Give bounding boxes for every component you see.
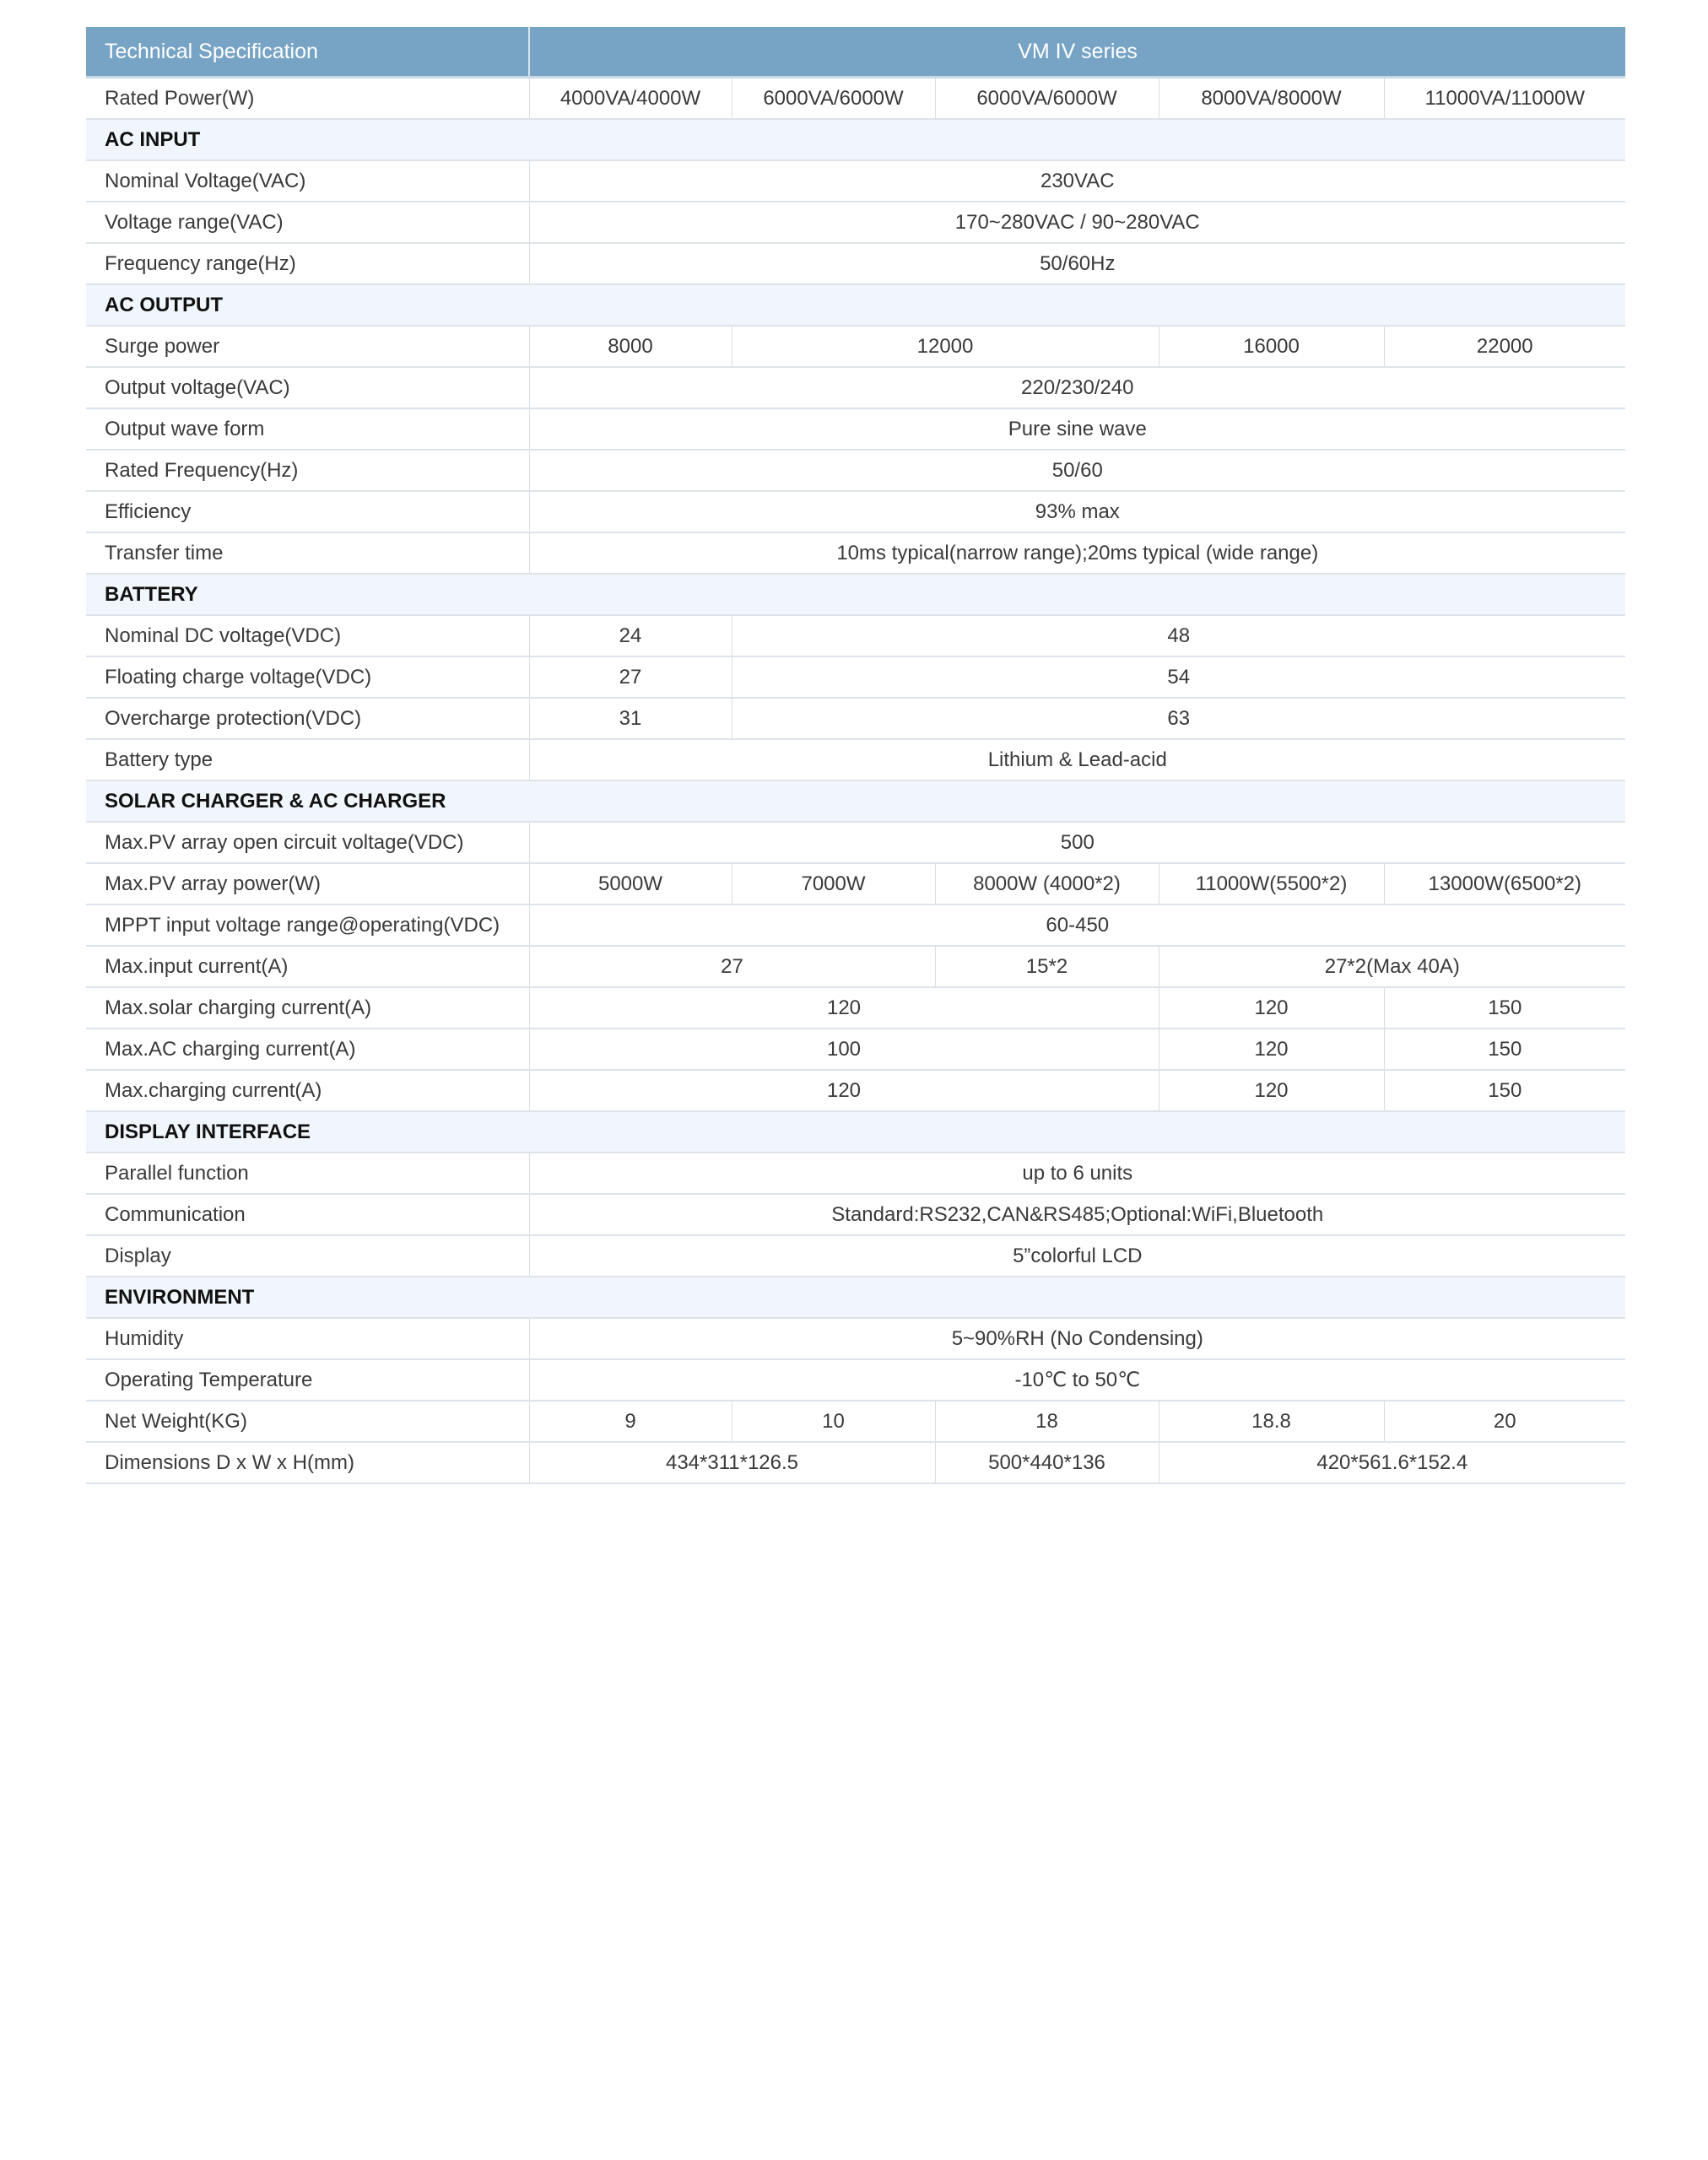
spec-label: Transfer time bbox=[86, 532, 529, 574]
spec-value: 120 bbox=[1159, 1029, 1384, 1070]
spec-row bbox=[86, 1070, 1625, 1111]
spec-value: 120 bbox=[1159, 1070, 1384, 1111]
spec-value: 12000 bbox=[732, 326, 1159, 367]
spec-value: 11000W(5500*2) bbox=[1159, 863, 1384, 904]
spec-value: Pure sine wave bbox=[529, 408, 1625, 450]
spec-label: Efficiency bbox=[86, 491, 529, 532]
spec-value: 150 bbox=[1384, 987, 1625, 1029]
spec-label: Battery type bbox=[86, 739, 529, 780]
spec-value: 10ms typical(narrow range);20ms typical (wide range) bbox=[529, 532, 1625, 574]
spec-value: Standard:RS232,CAN&RS485;Optional:WiFi,Bluetooth bbox=[529, 1194, 1625, 1235]
spec-label: Max.solar charging current(A) bbox=[86, 987, 529, 1029]
spec-value: 500 bbox=[529, 822, 1625, 863]
spec-label: Overcharge protection(VDC) bbox=[86, 698, 529, 739]
spec-label: Output wave form bbox=[86, 408, 529, 450]
spec-value: 93% max bbox=[529, 491, 1625, 532]
spec-value: 13000W(6500*2) bbox=[1384, 863, 1625, 904]
spec-value: 11000VA/11000W bbox=[1384, 78, 1625, 120]
spec-value: 8000W (4000*2) bbox=[935, 863, 1159, 904]
spec-value: 150 bbox=[1384, 1029, 1625, 1070]
spec-value: 54 bbox=[732, 656, 1625, 698]
spec-label: Communication bbox=[86, 1194, 529, 1235]
spec-row bbox=[86, 160, 1625, 202]
spec-value: 31 bbox=[529, 698, 732, 739]
spec-value: 100 bbox=[529, 1029, 1159, 1070]
spec-label: Surge power bbox=[86, 326, 529, 367]
spec-value: 120 bbox=[1159, 987, 1384, 1029]
spec-value: 6000VA/6000W bbox=[935, 78, 1159, 120]
section-header-row bbox=[86, 119, 1625, 160]
spec-value: 120 bbox=[529, 1070, 1159, 1111]
section-header-row bbox=[86, 284, 1625, 326]
spec-value: 170~280VAC / 90~280VAC bbox=[529, 202, 1625, 243]
section-title: AC INPUT bbox=[86, 119, 1625, 160]
spec-row bbox=[86, 615, 1625, 656]
section-header-row bbox=[86, 1111, 1625, 1153]
spec-label: Output voltage(VAC) bbox=[86, 367, 529, 408]
spec-value: up to 6 units bbox=[529, 1153, 1625, 1194]
section-title: BATTERY bbox=[86, 574, 1625, 615]
table-header-row bbox=[86, 27, 1625, 78]
spec-row bbox=[86, 1153, 1625, 1194]
spec-value: 27*2(Max 40A) bbox=[1159, 946, 1625, 987]
spec-value: 434*311*126.5 bbox=[529, 1442, 935, 1483]
section-header-row bbox=[86, 780, 1625, 822]
section-title: ENVIRONMENT bbox=[86, 1277, 1625, 1318]
spec-value: 8000VA/8000W bbox=[1159, 78, 1384, 120]
spec-value: 16000 bbox=[1159, 326, 1384, 367]
spec-value: 48 bbox=[732, 615, 1625, 656]
spec-table-body bbox=[86, 78, 1625, 1484]
spec-value: 7000W bbox=[732, 863, 935, 904]
spec-row bbox=[86, 698, 1625, 739]
spec-row bbox=[86, 532, 1625, 574]
spec-value: 500*440*136 bbox=[935, 1442, 1159, 1483]
spec-row bbox=[86, 367, 1625, 408]
spec-row bbox=[86, 491, 1625, 532]
spec-table bbox=[86, 27, 1625, 1484]
spec-row bbox=[86, 1401, 1625, 1442]
spec-value: 230VAC bbox=[529, 160, 1625, 202]
spec-row bbox=[86, 1442, 1625, 1483]
spec-label: Frequency range(Hz) bbox=[86, 243, 529, 284]
spec-row bbox=[86, 946, 1625, 987]
spec-label: MPPT input voltage range@operating(VDC) bbox=[86, 904, 529, 946]
spec-row bbox=[86, 78, 1625, 120]
spec-label: Humidity bbox=[86, 1318, 529, 1359]
spec-value: 24 bbox=[529, 615, 732, 656]
section-header-row bbox=[86, 574, 1625, 615]
spec-value: 18 bbox=[935, 1401, 1159, 1442]
spec-value: 220/230/240 bbox=[529, 367, 1625, 408]
spec-row bbox=[86, 326, 1625, 367]
spec-label: Nominal DC voltage(VDC) bbox=[86, 615, 529, 656]
spec-row bbox=[86, 1359, 1625, 1401]
spec-label: Rated Power(W) bbox=[86, 78, 529, 120]
spec-row bbox=[86, 1029, 1625, 1070]
spec-value: 50/60 bbox=[529, 450, 1625, 491]
spec-value: 27 bbox=[529, 656, 732, 698]
spec-row bbox=[86, 904, 1625, 946]
spec-value: 5~90%RH (No Condensing) bbox=[529, 1318, 1625, 1359]
spec-row bbox=[86, 987, 1625, 1029]
spec-label: Max.input current(A) bbox=[86, 946, 529, 987]
spec-label: Floating charge voltage(VDC) bbox=[86, 656, 529, 698]
spec-row bbox=[86, 863, 1625, 904]
spec-row bbox=[86, 1318, 1625, 1359]
spec-row bbox=[86, 450, 1625, 491]
spec-value: 27 bbox=[529, 946, 935, 987]
spec-row bbox=[86, 1194, 1625, 1235]
spec-row bbox=[86, 243, 1625, 284]
spec-row bbox=[86, 822, 1625, 863]
spec-label: Nominal Voltage(VAC) bbox=[86, 160, 529, 202]
spec-row bbox=[86, 1235, 1625, 1277]
spec-label: Max.PV array power(W) bbox=[86, 863, 529, 904]
spec-value: 5”colorful LCD bbox=[529, 1235, 1625, 1277]
spec-value: 6000VA/6000W bbox=[732, 78, 935, 120]
spec-value: 18.8 bbox=[1159, 1401, 1384, 1442]
section-title: AC OUTPUT bbox=[86, 284, 1625, 326]
spec-label: Rated Frequency(Hz) bbox=[86, 450, 529, 491]
header-series-name: VM IV series bbox=[529, 27, 1625, 78]
spec-label: Max.charging current(A) bbox=[86, 1070, 529, 1111]
spec-value: 8000 bbox=[529, 326, 732, 367]
spec-value: 20 bbox=[1384, 1401, 1625, 1442]
spec-value: 63 bbox=[732, 698, 1625, 739]
spec-label: Voltage range(VAC) bbox=[86, 202, 529, 243]
spec-row bbox=[86, 739, 1625, 780]
spec-value: 10 bbox=[732, 1401, 935, 1442]
spec-value: 420*561.6*152.4 bbox=[1159, 1442, 1625, 1483]
spec-value: 60-450 bbox=[529, 904, 1625, 946]
spec-value: 50/60Hz bbox=[529, 243, 1625, 284]
spec-value: 22000 bbox=[1384, 326, 1625, 367]
spec-value: -10℃ to 50℃ bbox=[529, 1359, 1625, 1401]
spec-row bbox=[86, 408, 1625, 450]
header-technical-specification: Technical Specification bbox=[86, 27, 529, 78]
spec-label: Parallel function bbox=[86, 1153, 529, 1194]
spec-label: Net Weight(KG) bbox=[86, 1401, 529, 1442]
spec-value: Lithium & Lead-acid bbox=[529, 739, 1625, 780]
section-title: SOLAR CHARGER & AC CHARGER bbox=[86, 780, 1625, 822]
spec-value: 9 bbox=[529, 1401, 732, 1442]
spec-value: 150 bbox=[1384, 1070, 1625, 1111]
spec-label: Display bbox=[86, 1235, 529, 1277]
spec-value: 120 bbox=[529, 987, 1159, 1029]
spec-label: Max.AC charging current(A) bbox=[86, 1029, 529, 1070]
spec-row bbox=[86, 656, 1625, 698]
section-title: DISPLAY INTERFACE bbox=[86, 1111, 1625, 1153]
section-header-row bbox=[86, 1277, 1625, 1318]
spec-row bbox=[86, 202, 1625, 243]
spec-value: 5000W bbox=[529, 863, 732, 904]
spec-value: 15*2 bbox=[935, 946, 1159, 987]
spec-label: Max.PV array open circuit voltage(VDC) bbox=[86, 822, 529, 863]
spec-label: Dimensions D x W x H(mm) bbox=[86, 1442, 529, 1483]
spec-value: 4000VA/4000W bbox=[529, 78, 732, 120]
spec-label: Operating Temperature bbox=[86, 1359, 529, 1401]
